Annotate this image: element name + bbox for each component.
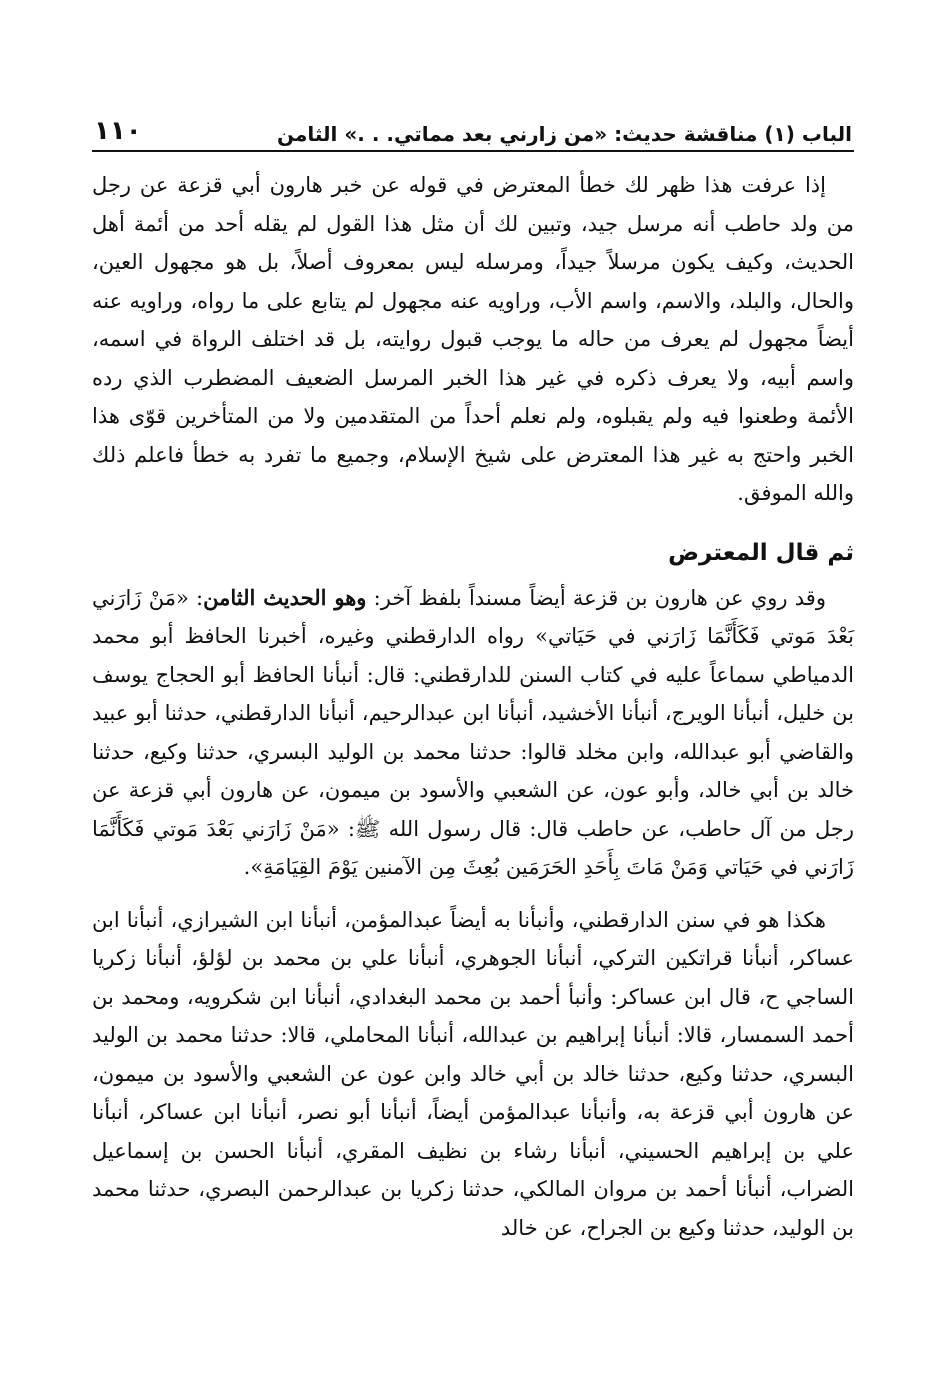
paragraph-2-intro: وقد روي عن هارون بن قزعة أيضاً مسنداً بلفظ آخر: xyxy=(366,585,826,610)
running-header xyxy=(92,112,854,152)
section-heading: ثم قال المعترض xyxy=(668,539,854,566)
paragraph-gap xyxy=(92,887,854,901)
paragraph-2-bold: وهو الحديث الثامن xyxy=(203,584,367,610)
paragraph-2 xyxy=(92,579,854,887)
paragraph-2-rest: : «مَنْ زَارَني بَعْدَ مَوتي فَكَأَنَّمَا زَارَني في حَيَاتي» رواه الدارقطني وغيره، أخبرنا الحافظ أبو محمد الدمياطي سماعاً عليه في كتاب السنن للدارقطني: قال: أنبأنا الحافظ أبو الحجاج يوسف بن خليل، أنبأنا الويرج، أنبأنا الأخشيد، أنبأنا ابن عبدالرحيم، أنبأنا الدارقطني، حدثنا أبو عبيد والقاضي أبو عبدالله، وابن مخلد قالوا: حدثنا محمد بن الوليد البسري، حدثنا وكيع، حدثنا خالد بن أبي خالد، وأبو عون، عن الشعبي والأسود بن ميمون، عن هارون أبي قزعة عن رجل من آل حاطب، عن حاطب قال: قال رسول الله ﷺ: «مَنْ زَارَني بَعْدَ مَوتي فَكَأَنَّمَا زَارَني في حَيَاتي وَمَنْ مَاتَ بِأَحَدِ الحَرَمَين بُعِثَ مِن الآمنين يَوْمَ القِيَامَةِ». xyxy=(92,585,854,879)
page-number: ١١٠ xyxy=(94,116,142,146)
paragraph-1: إذا عرفت هذا ظهر لك خطأ المعترض في قوله عن خبر هارون أبي قزعة عن رجل من ولد حاطب أنه مرسل جيد، وتبين لك أن مثل هذا القول لم يقله أحد من أئمة أهل الحديث، وكيف يكون مرسلاً جيداً، ومرسله ليس بمعروف أصلاً، بل هو مجهول العين، والحال، والبلد، والاسم، واسم الأب، وراويه عنه مجهول لم يتابع على ما رواه، وراويه عنه أيضاً مجهول لم يعرف من حاله ما يوجب قبول روايته، بل قد اختلف الرواة في اسمه، واسم أبيه، ولا يعرف ذكره في غير هذا الخبر المرسل الضعيف المضطرب الذي رده الأئمة وطعنوا فيه ولم يقبلوه، ولم نعلم أحداً من المتقدمين ولا من المتأخرين قوّى هذا الخبر واحتج به غير هذا المعترض على شيخ الإسلام، وجميع ما تفرد به خطأ فاعلم ذلك والله الموفق. xyxy=(92,173,854,505)
running-title: الباب (١) مناقشة حديث: «من زارني بعد مماتي. . .» الثامن xyxy=(276,122,852,146)
paragraph-3: هكذا هو في سنن الدارقطني، وأنبأنا به أيضاً عبدالمؤمن، أنبأنا ابن الشيرازي، أنبأنا ابن عساكر، أنبأنا قراتكين التركي، أنبأنا الجوهري، أنبأنا علي بن محمد بن لؤلؤ، أنبأنا زكريا الساجي ح، قال ابن عساكر: وأنبأ أحمد بن محمد البغدادي، أنبأنا ابن شكرويه، ومحمد بن أحمد السمسار، قالا: أنبأنا إبراهيم بن عبدالله، أنبأنا المحاملي، قالا: حدثنا محمد بن الوليد البسري، حدثنا وكيع، حدثنا خالد بن أبي خالد وابن عون عن الشعبي والأسود بن ميمون، عن هارون أبي قزعة به، وأنبأنا عبدالمؤمن أيضاً، أنبأنا أبو نصر، أنبأنا ابن عساكر، أنبأنا علي بن إبراهيم الحسيني، أنبأنا رشاء بن نظيف المقري، أنبأنا الحسن بن إسماعيل الضراب، أنبأنا أحمد بن مروان المالكي، حدثنا زكريا بن عبدالرحمن البصري، حدثنا محمد بن الوليد، حدثنا وكيع بن الجراح، عن خالد xyxy=(92,907,854,1240)
document-page xyxy=(92,112,854,1247)
body-text xyxy=(92,166,854,1247)
